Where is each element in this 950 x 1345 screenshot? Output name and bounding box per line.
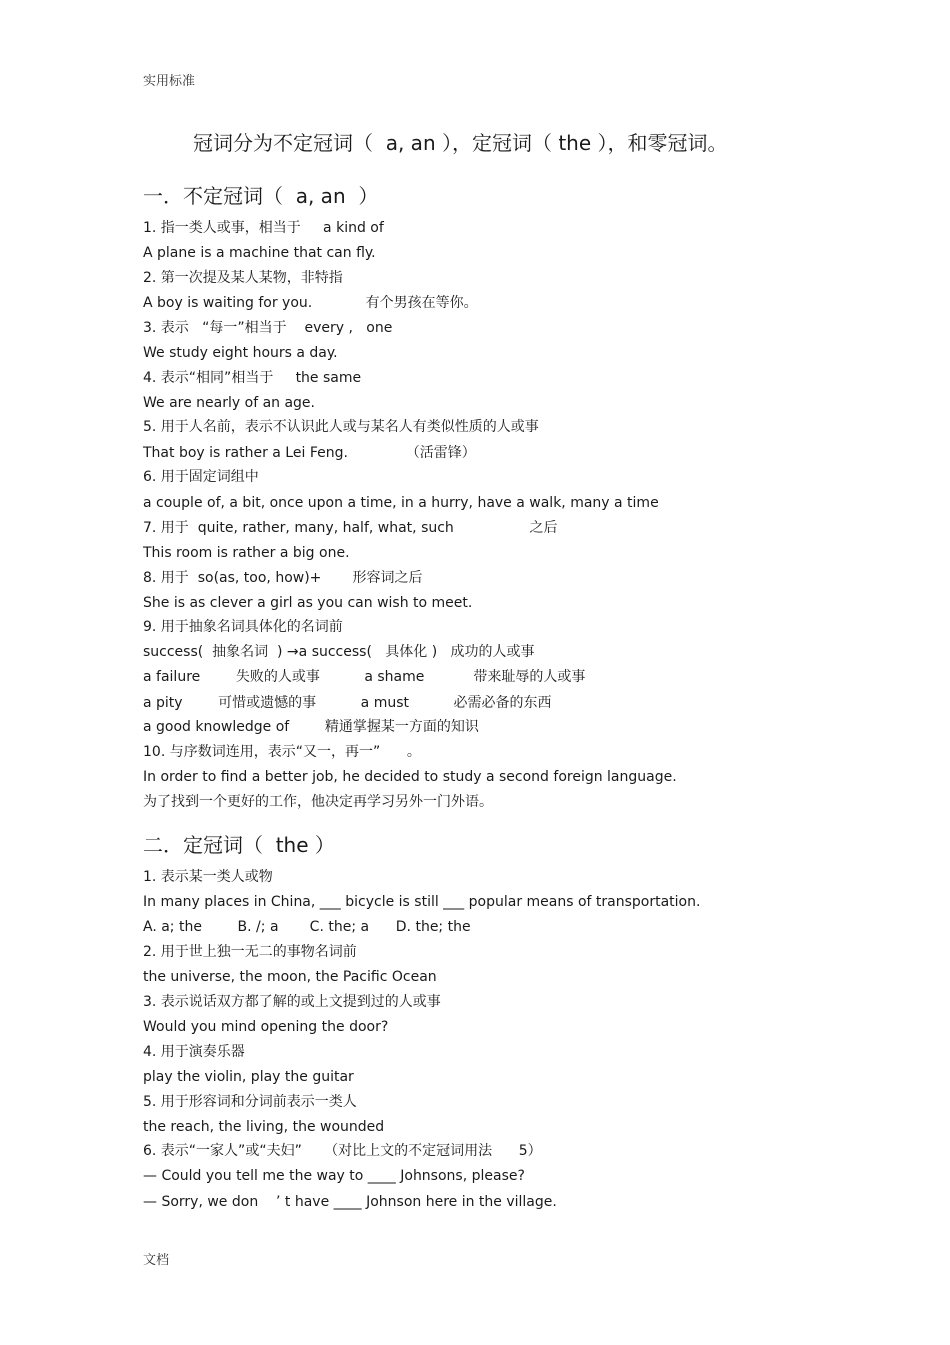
s1-line-15: 8. 用于 so(as, too, how)+ 形容词之后 (143, 570, 423, 586)
s2-line-11: the reach, the living, the wounded (143, 1119, 385, 1135)
s1-line-2: A plane is a machine that can fly. (143, 245, 376, 261)
s1-line-14: This room is rather a big one. (143, 545, 350, 561)
s2-line-10: 5. 用于形容词和分词前表示一类人 (143, 1094, 357, 1110)
s1-line-17: 9. 用于抽象名词具体化的名词前 (143, 619, 343, 635)
s1-line-6: We study eight hours a day. (143, 345, 338, 361)
s1-line-5: 3. 表示 “每一”相当于 every , one (143, 320, 393, 336)
s1-line-21: a good knowledge of 精通掌握某一方面的知识 (143, 719, 479, 735)
s1-line-1: 1. 指一类人或事，相当于 a kind of (143, 220, 384, 236)
s1-line-4: A boy is waiting for you. 有个男孩在等你。 (143, 295, 478, 311)
page-footer: 文档 (143, 1253, 170, 1268)
s2-line-5: the universe, the moon, the Pacific Ocean (143, 969, 437, 985)
s1-line-19: a failure 失败的人或事 a shame 带来耻辱的人或事 (143, 669, 586, 685)
s2-line-4: 2. 用于世上独一无二的事物名词前 (143, 944, 357, 960)
intro-heading: 冠词分为不定冠词（ a, an ），定冠词（ the ），和零冠词。 (193, 131, 728, 155)
s2-line-12: 6. 表示“一家人”或“夫妇” （对比上文的不定冠词用法 5） (143, 1143, 542, 1159)
s2-line-8: 4. 用于演奏乐器 (143, 1044, 245, 1060)
s1-line-13: 7. 用于 quite, rather, many, half, what, such 之后 (143, 520, 558, 536)
s1-line-11: 6. 用于固定词组中 (143, 469, 259, 485)
s2-line-1: 1. 表示某一类人或物 (143, 869, 273, 885)
s1-line-20: a pity 可惜或遗憾的事 a must 必需必备的东西 (143, 695, 552, 711)
s1-line-23: In order to find a better job, he decided to study a second foreign language. (143, 769, 677, 785)
page-header: 实用标准 (143, 74, 196, 89)
s2-line-3: A. a; the B. /; a C. the; a D. the; the (143, 919, 471, 935)
s1-line-12: a couple of, a bit, once upon a time, in a hurry, have a walk, many a time (143, 495, 659, 511)
s1-line-10: That boy is rather a Lei Feng. （活雷锋） (143, 445, 476, 461)
s1-line-8: We are nearly of an age. (143, 395, 315, 411)
s1-line-18: success( 抽象名词 ) →a success( 具体化 ) 成功的人或事 (143, 644, 535, 660)
s2-line-14: — Sorry, we don ’ t have ____ Johnson here in the village. (143, 1194, 557, 1210)
section-2-title: 二．定冠词（ the ） (143, 833, 335, 857)
s2-line-6: 3. 表示说话双方都了解的或上文提到过的人或事 (143, 994, 441, 1010)
s1-line-22: 10. 与序数词连用，表示“又一，再一” 。 (143, 744, 421, 760)
s2-line-9: play the violin, play the guitar (143, 1069, 354, 1085)
s1-line-16: She is as clever a girl as you can wish to meet. (143, 595, 473, 611)
s1-line-7: 4. 表示“相同”相当于 the same (143, 370, 362, 386)
s2-line-13: — Could you tell me the way to ____ Johnsons, please? (143, 1168, 525, 1184)
section-1-title: 一．不定冠词（ a, an ） (143, 184, 379, 208)
s1-line-3: 2. 第一次提及某人某物，非特指 (143, 270, 343, 286)
s2-line-2: In many places in China, ___ bicycle is still ___ popular means of transportation. (143, 894, 701, 910)
s1-line-24: 为了找到一个更好的工作，他决定再学习另外一门外语。 (143, 794, 493, 810)
s2-line-7: Would you mind opening the door? (143, 1019, 389, 1035)
s1-line-9: 5. 用于人名前，表示不认识此人或与某名人有类似性质的人或事 (143, 419, 539, 435)
